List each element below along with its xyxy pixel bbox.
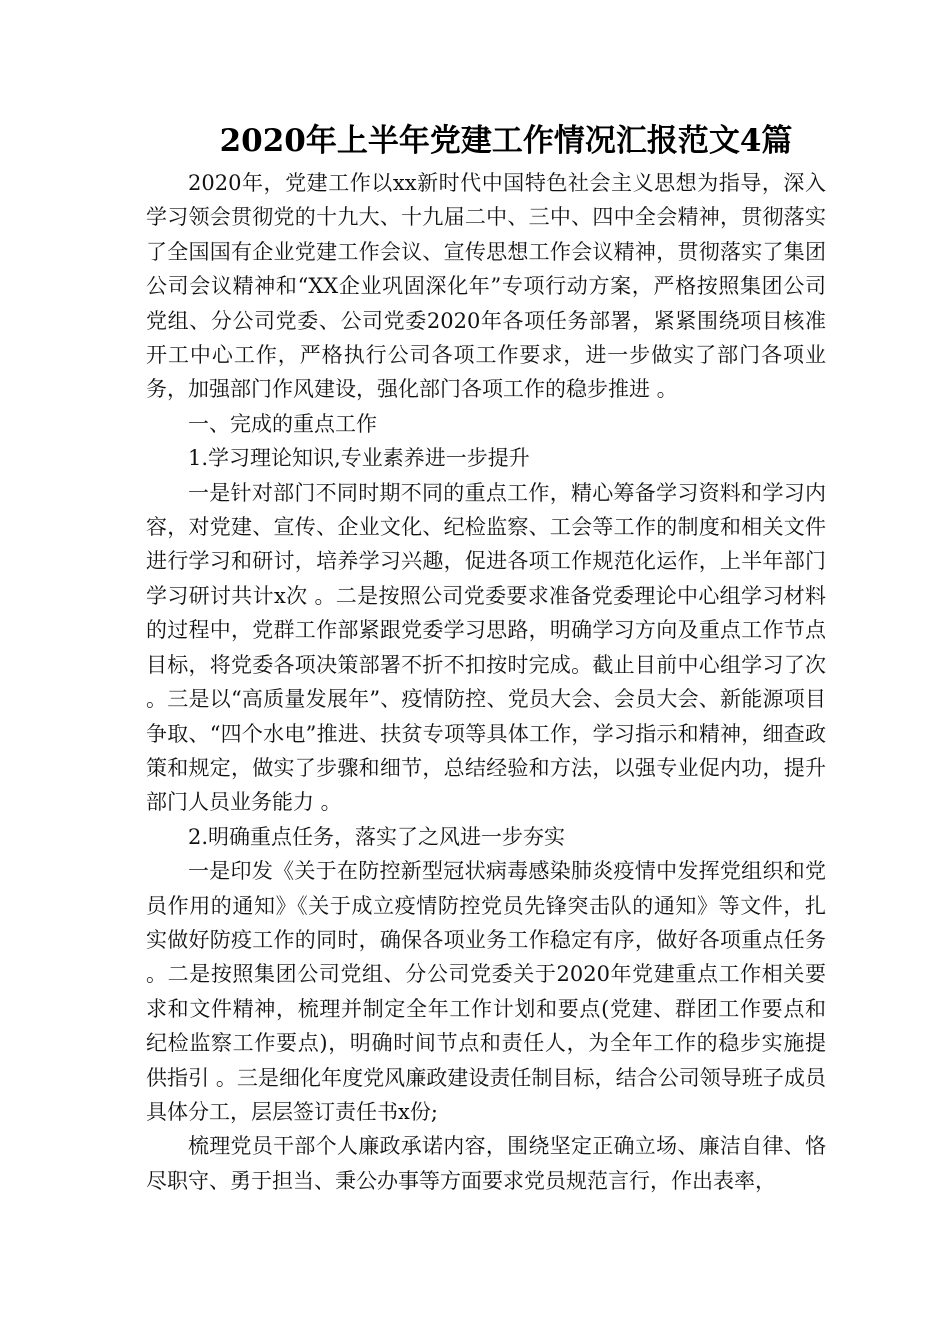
section-heading-key-work: 一、完成的重点工作 [188, 411, 377, 436]
subheading-theory-study: 1.学习理论知识,专业素养进一步提升 [188, 446, 530, 471]
key-tasks-paragraph: 一是印发《关于在防控新型冠状病毒感染肺炎疫情中发挥党组织和党员作用的通知》《关于成立疫情防控党员先锋突击队的通知》等文件，扎实做好防疫工作的同时，确保各项业务工作稳定有序，做好各项重点任务 。二是按照集团公司党组、分公司党委关于2020年党建重点工作相关要求和文件精神，梳理并制定全年工作计划和要点(党建、群团工作要点和纪检监察工作要点)，明确时间节点和责任人，为全年工作的稳步实施提供指引 。三是细化年度党风廉政建设责任制目标，结合公司领导班子成员具体分工，层层签订责任书x份; [146, 859, 826, 1124]
document-title: 2020年上半年党建工作情况汇报范文4篇 [219, 123, 793, 159]
document-body [146, 166, 826, 1198]
integrity-paragraph: 梳理党员干部个人廉政承诺内容，围绕坚定正确立场、廉洁自律、恪尽职守、勇于担当、秉公办事等方面要求党员规范言行，作出表率， [146, 1134, 826, 1193]
subheading-key-tasks: 2.明确重点任务，落实了之风进一步夯实 [188, 824, 566, 849]
theory-study-paragraph: 一是针对部门不同时期不同的重点工作，精心筹备学习资料和学习内容，对党建、宣传、企业文化、纪检监察、工会等工作的制度和相关文件进行学习和研讨，培养学习兴趣，促进各项工作规范化运作，上半年部门学习研讨共计x次 。二是按照公司党委要求准备党委理论中心组学习材料的过程中，党群工作部紧跟党委学习思路，明确学习方向及重点工作节点目标，将党委各项决策部署不折不扣按时完成。截止目前中心组学习了次 。三是以“高质量发展年”、疫情防控、党员大会、会员大会、新能源项目争取、“四个水电”推进、扶贫专项等具体工作，学习指示和精神，细查政策和规定，做实了步骤和细节，总结经验和方法，以强专业促内功，提升部门人员业务能力 。 [146, 480, 826, 815]
intro-paragraph: 2020年，党建工作以xx新时代中国特色社会主义思想为指导，深入学习领会贯彻党的十九大、十九届二中、三中、四中全会精神，贯彻落实了全国国有企业党建工作会议、宣传思想工作会议精神，贯彻落实了集团公司会议精神和“XX企业巩固深化年”专项行动方案，严格按照集团公司党组、分公司党委、公司党委2020年各项任务部署，紧紧围绕项目核准开工中心工作，严格执行公司各项工作要求，进一步做实了部门各项业务，加强部门作风建设，强化部门各项工作的稳步推进 。 [146, 171, 826, 402]
